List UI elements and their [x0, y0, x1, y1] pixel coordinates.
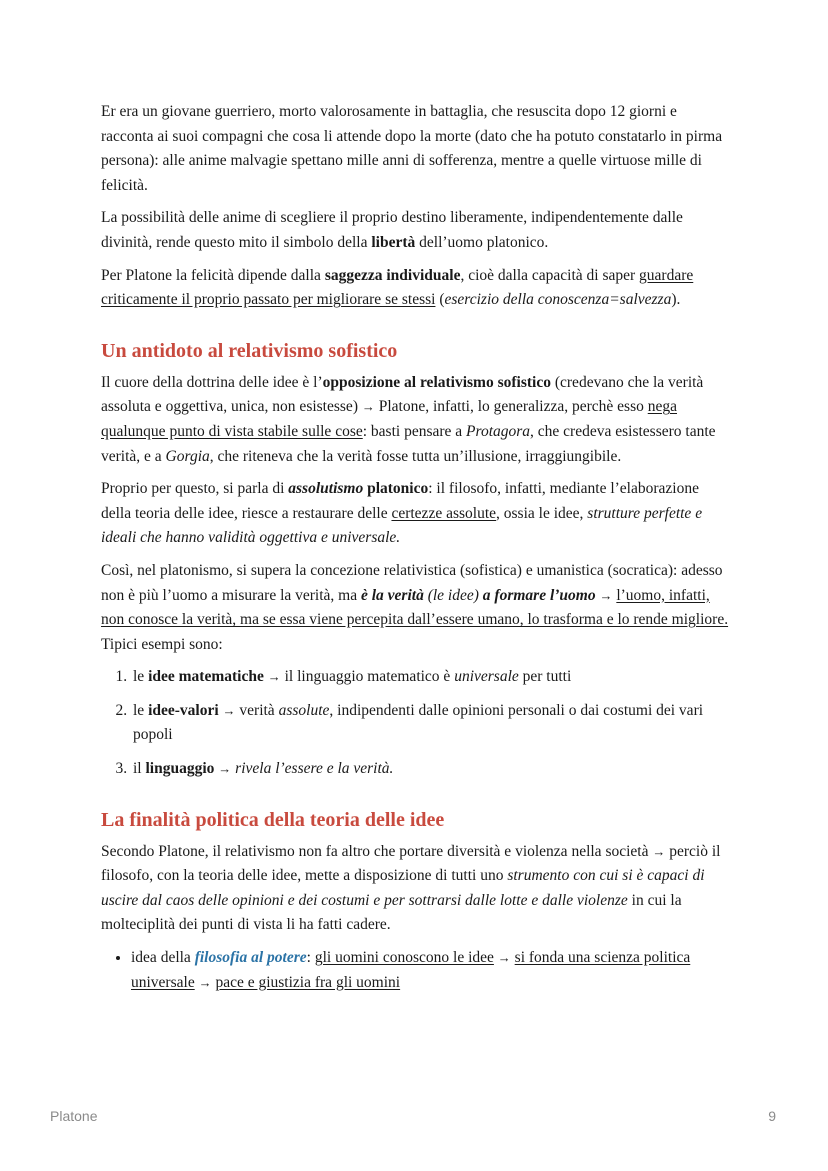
italic-gorgia: Gorgia [165, 447, 210, 465]
underline-scienza-politica: si fonda una scienza politica universale [131, 949, 691, 991]
arrow-icon: → [497, 950, 511, 966]
arrow-icon: → [599, 587, 613, 603]
list-item: • idea della filosofia al potere: gli uomini conoscono le idee → si fonda una scienza politica universale → pace e giustizia fra gli uomini [131, 946, 729, 995]
underline-certezze: certezze assolute [391, 504, 497, 522]
examples-list [101, 665, 729, 781]
page-number: 9 [768, 1108, 776, 1124]
italic-strutture: strutture perfette e ideali che hanno validità oggettiva e universale. [101, 504, 703, 547]
paragraph-happiness: Per Platone la felicità dipende dalla saggezza individuale, cioè dalla capacità di saper guardare criticamente il proprio passato per migliorare se stessi (esercizio della conoscenza=salvezza). [101, 266, 694, 309]
footer-title: Platone [50, 1108, 98, 1124]
section-heading-relativismo: Un antidoto al relativismo sofistico [101, 339, 398, 362]
emphasis-assolutismo: assolutismo platonico [288, 480, 429, 498]
underline-critical-past: guardare criticamente il proprio passato per migliorare se stessi [101, 266, 694, 309]
emphasis-formare: a formare l’uomo [482, 586, 596, 604]
paragraph-platonismo: Così, nel platonismo, si supera la concezione relativistica (sofistica) e umanistica (socratica): adesso non è più l’uomo a misurare la verità, ma è la verità (le idee) a formare l’uomo → l’uomo, infatti, non conosce la verità, ma se essa viene percepita dall’essere umano, lo trasforma e lo rende migliore. Tipici esempi sono: [101, 561, 729, 653]
emphasis-saggezza: saggezza individuale [324, 266, 461, 284]
paragraph-assolutismo: Proprio per questo, si parla di assolutismo platonico: il filosofo, infatti, mediante l’elaborazione della teoria delle idee, riesce a restaurare delle certezze assolute, ossia le idee, strutture perfette e ideali che hanno validità oggettiva e universale. [101, 480, 703, 547]
italic-conoscenza: esercizio della conoscenza=salvezza [444, 291, 672, 309]
arrow-icon: → [218, 761, 232, 777]
arrow-icon: → [267, 669, 281, 685]
underline-uomo-verita: l’uomo, infatti, non conosce la verità, ma se essa viene percepita dall’essere umano, lo trasforma e lo rende migliore. [101, 586, 729, 629]
page-content [101, 100, 729, 995]
paragraph-politica: Secondo Platone, il relativismo non fa altro che portare diversità e violenza nella società → perciò il filosofo, con la teoria delle idee, mette a disposizione di tutti uno strumento con cui si è capaci di uscire dal caos delle opinioni e dei costumi e per sottrarsi dalle lotte e dalle violenze in cui la molteciplità dei punti di vista li ha fatti cadere. [101, 842, 721, 934]
arrow-icon: → [361, 399, 375, 415]
paragraph-freedom: La possibilità delle anime di scegliere il proprio destino liberamente, indipendentemente dalle divinità, rende questo mito il simbolo della libertà dell’uomo platonico. [101, 209, 683, 251]
arrow-icon: → [652, 843, 666, 859]
emphasis-liberta: libertà [371, 233, 416, 251]
list-item: 2. le idee-valori → verità assolute, indipendenti dalle opinioni personali o dai costumi dei vari popoli [131, 699, 729, 748]
emphasis-verita: è la verità [360, 586, 424, 604]
bullet-list [101, 946, 729, 995]
emphasis-opposizione: opposizione al relativismo sofistico [322, 373, 551, 391]
italic-strumento: strumento con cui si è capaci di uscire dal caos delle opinioni e dei costumi e per sottrarsi dalle lotte e dalle violenze [101, 867, 705, 909]
underline-nega: nega qualunque punto di vista stabile sulle cose [101, 398, 677, 440]
list-item: 3. il linguaggio → rivela l’essere e la verità. [131, 757, 729, 782]
list-item: 1. le idee matematiche → il linguaggio matematico è universale per tutti [131, 665, 729, 690]
paragraph-dottrina: Il cuore della dottrina delle idee è l’opposizione al relativismo sofistico (credevano che la verità assoluta e oggettiva, unica, non esistesse) → Platone, infatti, lo generalizza, perchè esso nega qualunque punto di vista stabile sulle cose: basti pensare a Protagora, che credeva esistessero tante verità, e a Gorgia, che riteneva che la verità fosse tutta un’illusione, irraggiungibile. [101, 373, 716, 465]
arrow-icon: → [222, 702, 236, 718]
underline-uomini-idee: gli uomini conoscono le idee [314, 949, 494, 967]
section-heading-finalita: La finalità politica della teoria delle idee [101, 808, 445, 831]
emphasis-filosofia-potere: filosofia al potere [194, 949, 307, 967]
arrow-icon: → [198, 974, 212, 990]
paragraph-er-myth: Er era un giovane guerriero, morto valorosamente in battaglia, che resuscita dopo 12 giorni e racconta ai suoi compagni che cosa li attende dopo la morte (dato che ha potuto constatarlo in pirma persona): alle anime malvagie spettano mille anni di sofferenza, mentre a quelle virtuose mille di felicità. [101, 103, 723, 194]
underline-pace: pace e giustizia fra gli uomini [215, 973, 401, 991]
italic-protagora: Protagora [466, 422, 531, 440]
